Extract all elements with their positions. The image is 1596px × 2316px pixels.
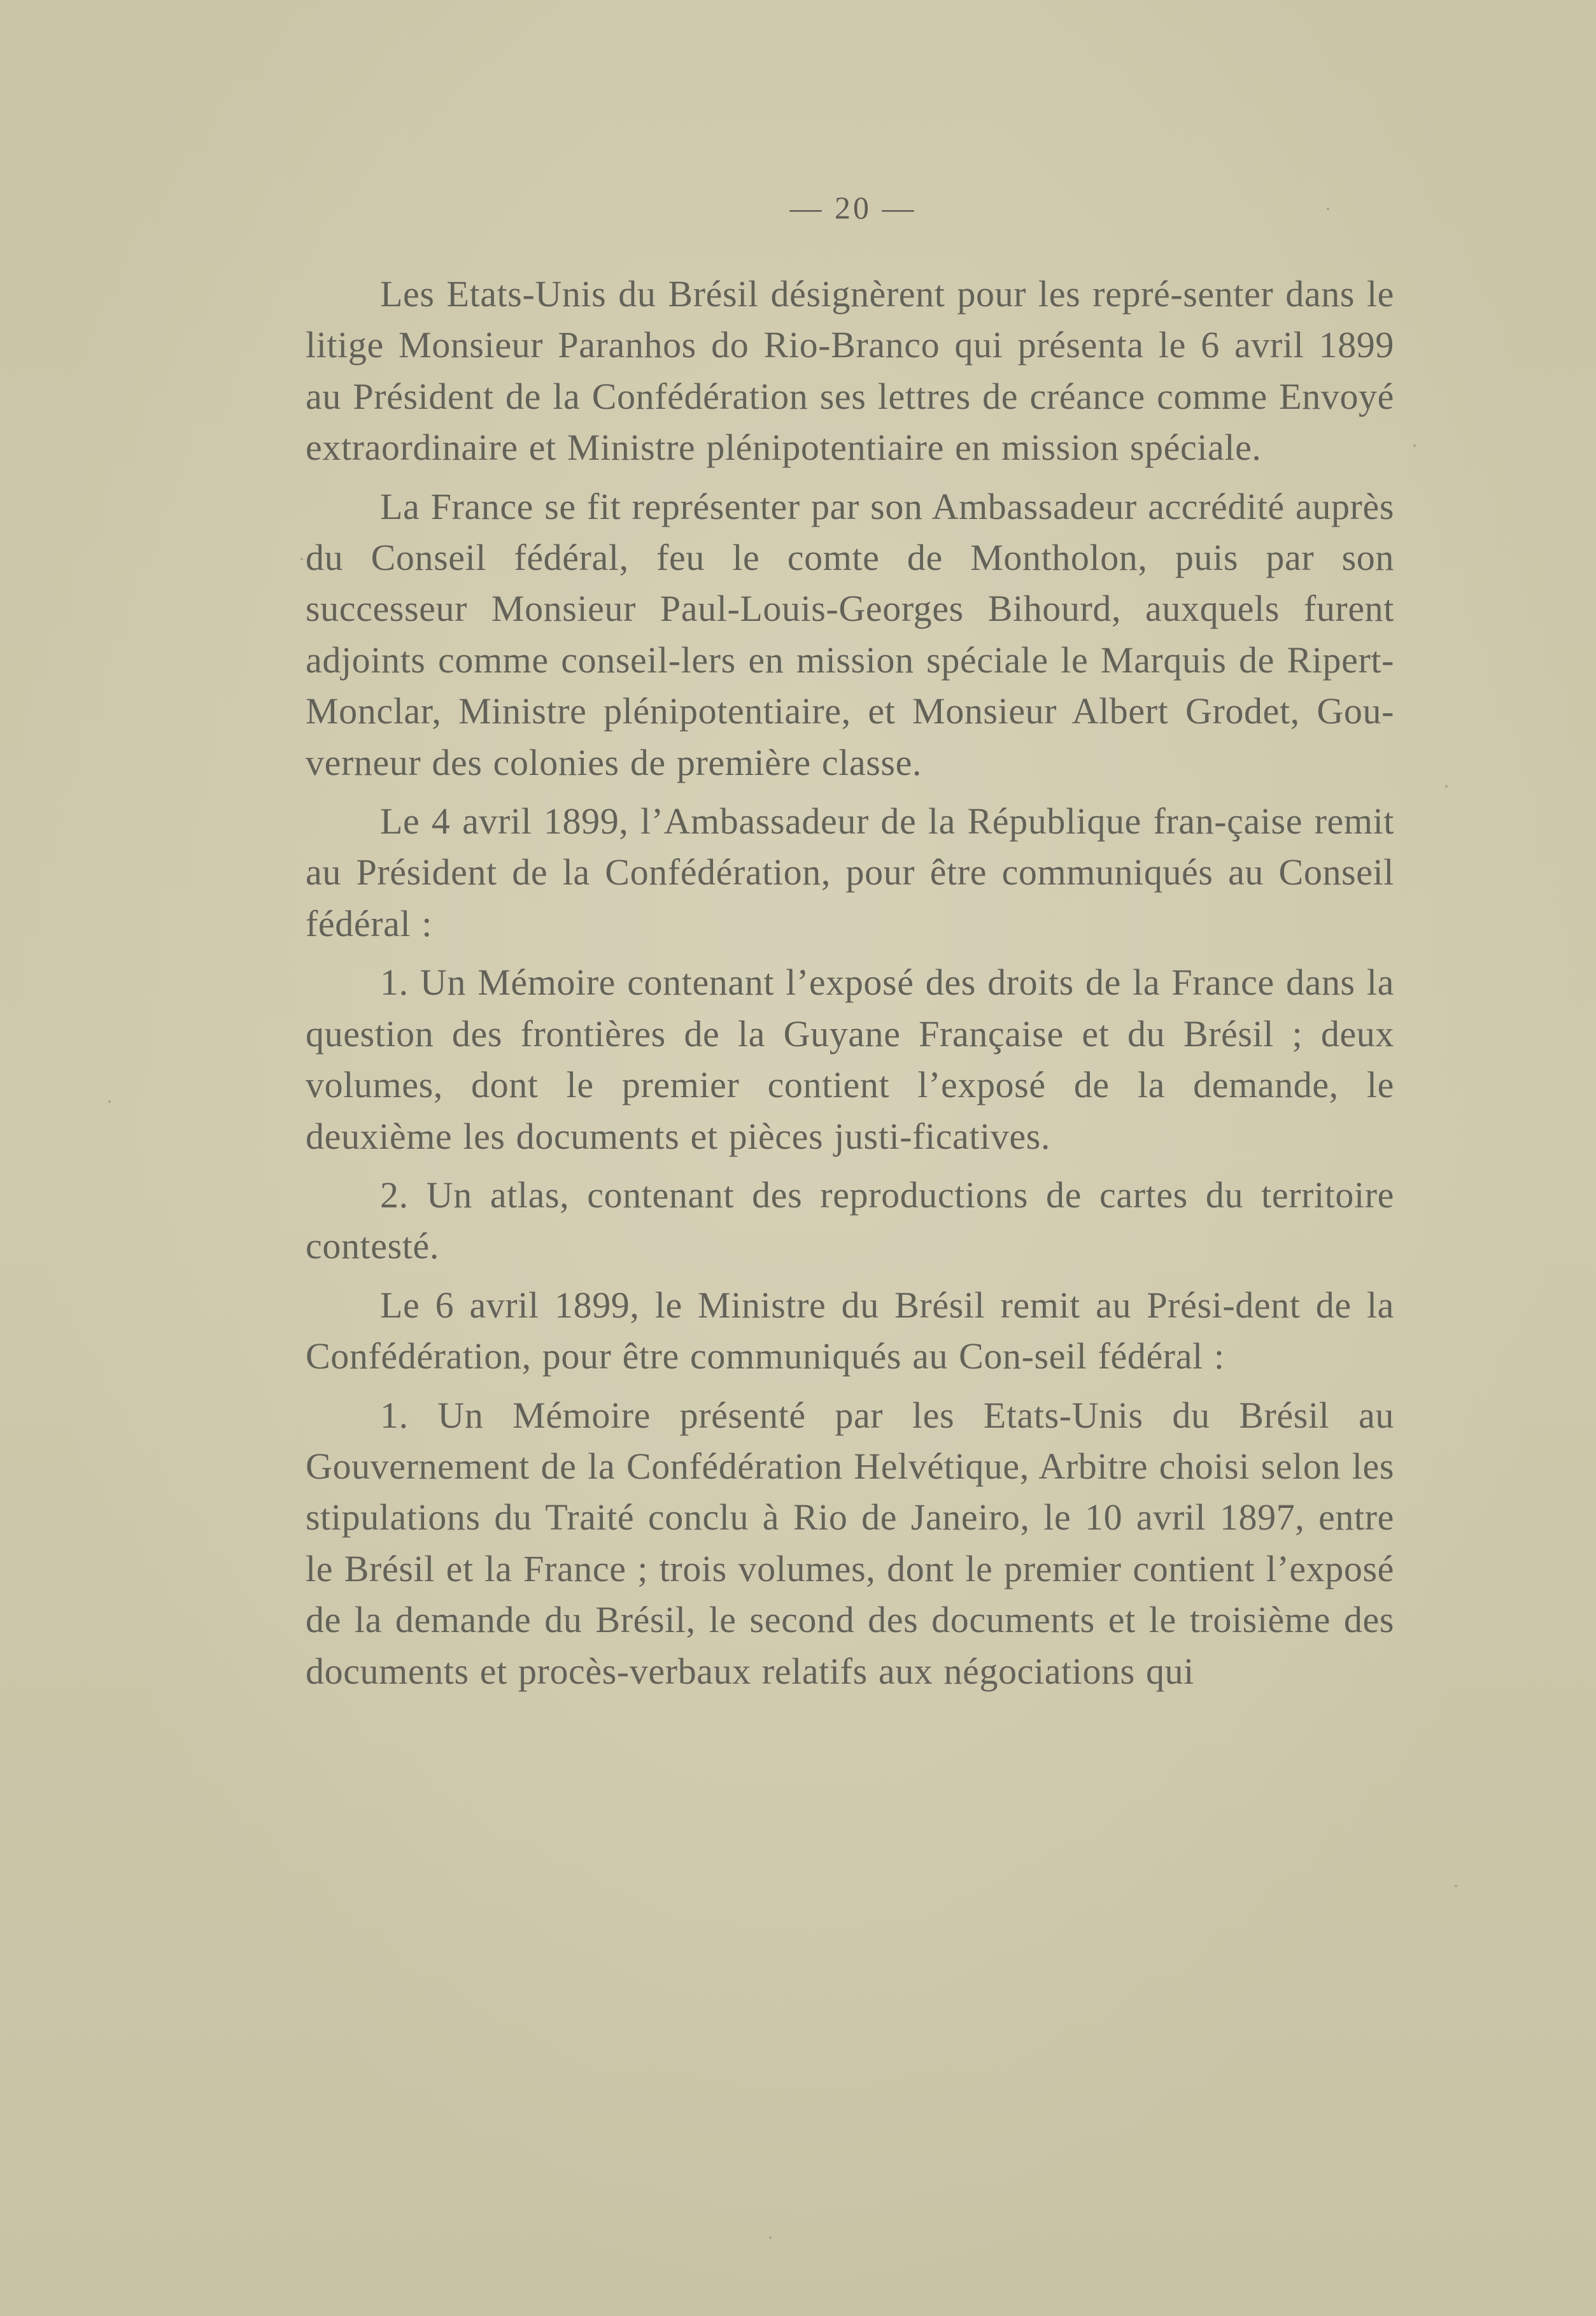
paragraph-representation-bresil: Les Etats-Unis du Brésil désignèrent pour les repré-senter dans le litige Monsieur Paranhos do Rio-Branco qui présenta le 6 avril 1899 au Président de la Confédération ses lettres de créance comme Envoyé extraordinaire et Ministre plénipotentiaire en mission spéciale. xyxy=(306,273,1394,469)
paper-speck xyxy=(769,2236,772,2239)
paper-speck xyxy=(1455,1885,1457,1887)
paper-speck xyxy=(1327,208,1329,210)
paper-speck xyxy=(300,558,303,560)
paragraph-remise-bresil: Le 6 avril 1899, le Ministre du Brésil remit au Prési-dent de la Confédération, pour être communiqués au Con-seil fédéral : xyxy=(306,1284,1394,1377)
list-item-memoire-bresil: 1. Un Mémoire présenté par les Etats-Unis du Brésil au Gouvernement de la Confédération Helvétique, Arbitre choisi selon les stipulations du Traité conclu à Rio de Janeiro, le 10 avril 1897, entre le Brésil et la France ; trois volumes, dont le premier contient l’exposé de la demande du Brésil, le second des documents et le troisième des documents et procès-verbaux relatifs aux négociations qui xyxy=(306,1394,1394,1692)
text-body xyxy=(306,269,1394,1697)
paragraph-representation-france: La France se fit représenter par son Ambassadeur accrédité auprès du Conseil fédéral, feu le comte de Montholon, puis par son successeur Monsieur Paul-Louis-Georges Bihourd, auxquels furent adjoints comme conseil-lers en mission spéciale le Marquis de Ripert-Monclar, Ministre plénipotentiaire, et Monsieur Albert Grodet, Gou-verneur des colonies de première classe. xyxy=(306,485,1394,783)
paragraph-remise-france: Le 4 avril 1899, l’Ambassadeur de la République fran-çaise remit au Président de la Confédération, pour être communiqués au Conseil fédéral : xyxy=(306,800,1394,944)
page-number: — 20 — xyxy=(789,190,917,225)
paper-speck xyxy=(1413,444,1416,447)
paper-speck xyxy=(1445,785,1448,788)
list-item-memoire-france: 1. Un Mémoire contenant l’exposé des droits de la France dans la question des frontières de la Guyane Française et du Brésil ; deux volumes, dont le premier contient l’exposé de la demande, le deuxième les documents et pièces justi-ficatives. xyxy=(306,962,1394,1157)
paper-speck xyxy=(108,1100,111,1103)
list-item-atlas: 2. Un atlas, contenant des reproductions de cartes du territoire contesté. xyxy=(306,1174,1394,1267)
